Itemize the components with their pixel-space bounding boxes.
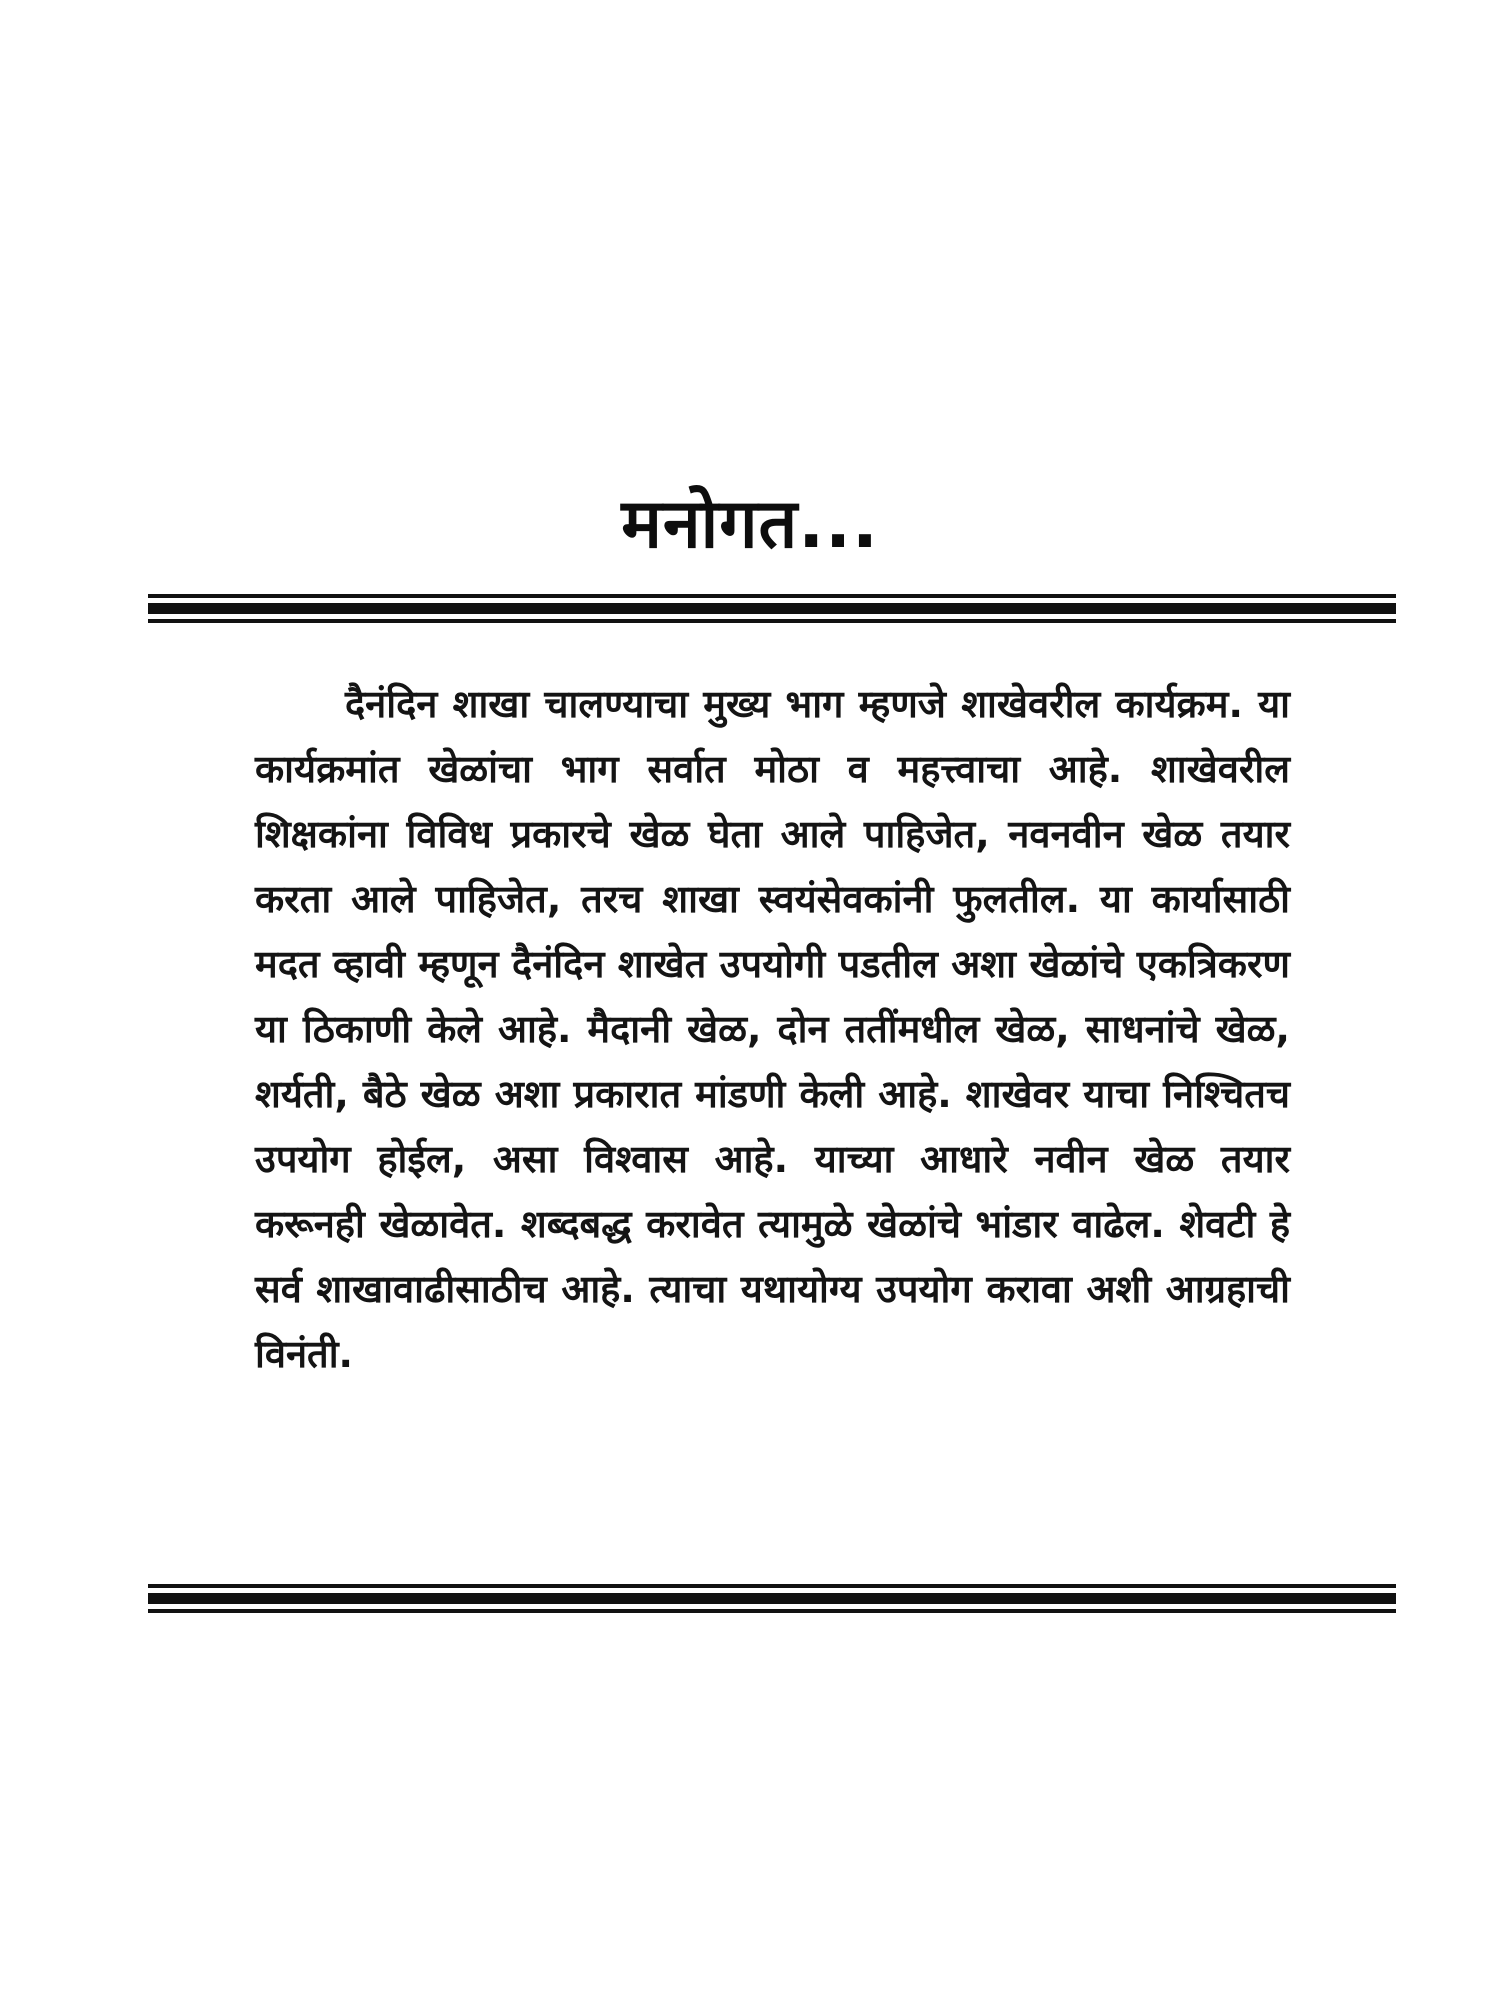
top-divider bbox=[148, 594, 1396, 624]
bottom-divider-line-upper bbox=[148, 1584, 1396, 1588]
top-divider-line-lower bbox=[148, 619, 1396, 623]
preface-paragraph: दैनंदिन शाखा चालण्याचा मुख्य भाग म्हणजे शाखेवरील कार्यक्रम. या कार्यक्रमांत खेळांचा भाग सर्वात मोठा व महत्त्वाचा आहे. शाखेवरील शिक्षकांना विविध प्रकारचे खेळ घेता आले पाहिजेत, नवनवीन खेळ तयार करता आले पाहिजेत, तरच शाखा स्वयंसेवकांनी फुलतील. या कार्यासाठी मदत व्हावी म्हणून दैनंदिन शाखेत उपयोगी पडतील अशा खेळांचे एकत्रिकरण या ठिकाणी केले आहे. मैदानी खेळ, दोन ततींमधील खेळ, साधनांचे खेळ, शर्यती, बैठे खेळ अशा प्रकारात मांडणी केली आहे. शाखेवर याचा निश्चितच उपयोग होईल, असा विश्वास आहे. याच्या आधारे नवीन खेळ तयार करूनही खेळावेत. शब्दबद्ध करावेत त्यामुळे खेळांचे भांडार वाढेल. शेवटी हे सर्व शाखावाढीसाठीच आहे. त्याचा यथायोग्य उपयोग करावा अशी आग्रहाची विनंती. bbox=[255, 682, 1290, 1376]
bottom-divider-line-middle bbox=[148, 1593, 1396, 1604]
page-title: मनोगत... bbox=[621, 485, 879, 564]
bottom-divider bbox=[148, 1584, 1396, 1614]
top-divider-line-upper bbox=[148, 594, 1396, 598]
top-divider-line-middle bbox=[148, 603, 1396, 614]
bottom-divider-line-lower bbox=[148, 1609, 1396, 1613]
